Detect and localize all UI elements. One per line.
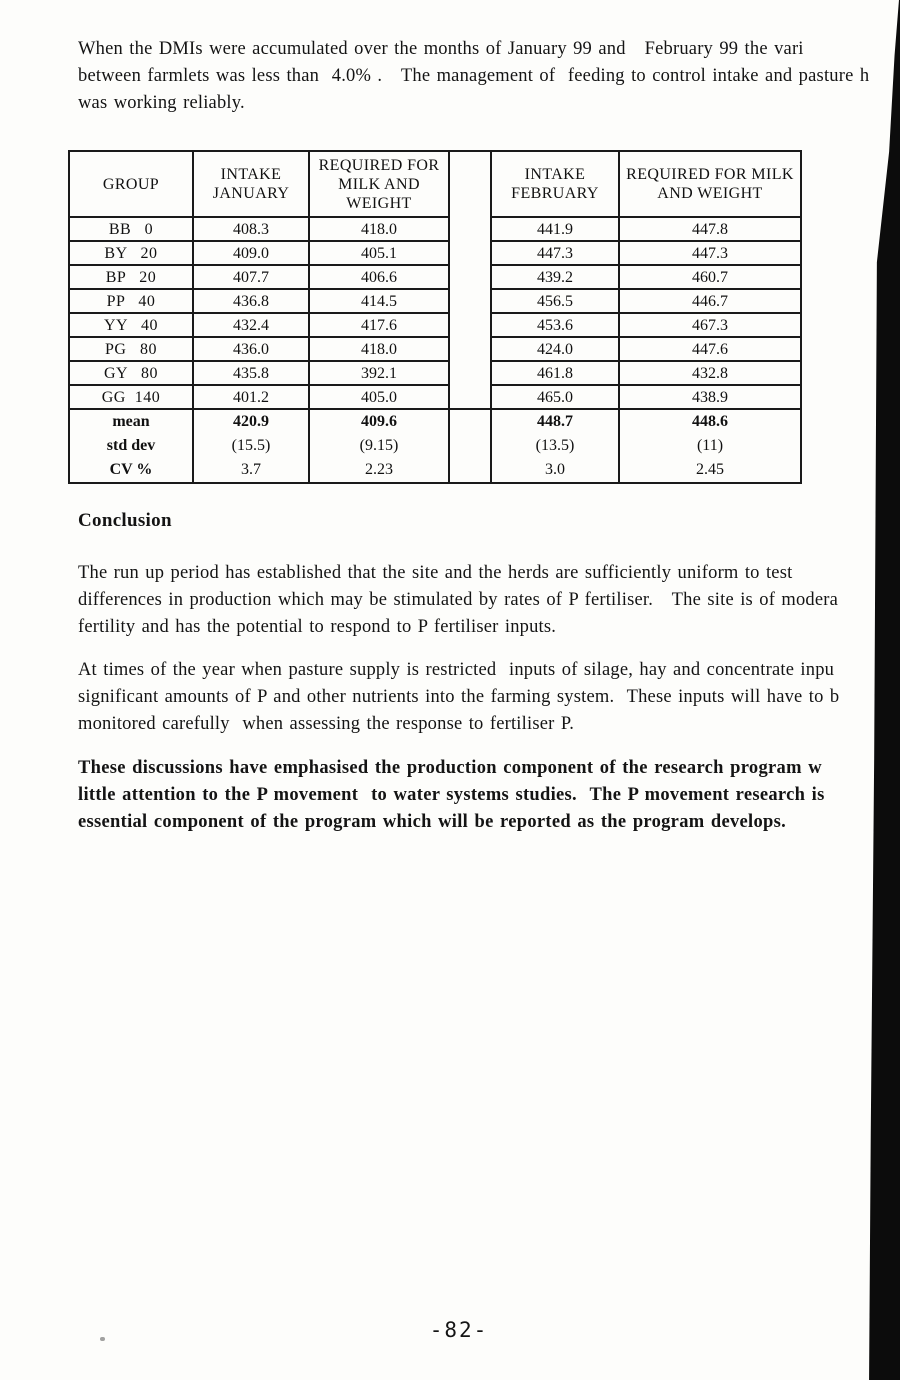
intake-feb-value: 465.0 (491, 385, 619, 409)
header-intake-february: INTAKE FEBRUARY (491, 151, 619, 217)
paragraph-line: essential component of the program which will be reported as the program develops. (78, 812, 787, 832)
summary-required-jan (309, 409, 449, 483)
gap-cell (449, 385, 491, 409)
required-feb-value: 467.3 (619, 313, 801, 337)
required-jan-value: 406.6 (309, 265, 449, 289)
cv-value: 3.0 (545, 461, 565, 478)
intake-jan-value: 408.3 (193, 217, 309, 241)
intake-feb-value: 424.0 (491, 337, 619, 361)
intro-line-1: When the DMIs were accumulated over the months of January 99 and February 99 the vari (78, 39, 804, 59)
gap-cell (449, 217, 491, 241)
intake-jan-value: 409.0 (193, 241, 309, 265)
stray-mark (100, 1337, 105, 1341)
group-label: GY 80 (69, 361, 193, 385)
cv-label: CV % (109, 461, 153, 478)
table-row (69, 289, 801, 313)
intake-feb-value: 439.2 (491, 265, 619, 289)
table-row (69, 265, 801, 289)
paragraph-line: differences in production which may be stimulated by rates of P fertiliser. The site is of modera (78, 590, 839, 610)
intro-line-2: between farmlets was less than 4.0% . The management of feeding to control intake and pasture h (78, 66, 870, 86)
intake-jan-value: 432.4 (193, 313, 309, 337)
dmi-comparison-table (68, 150, 802, 484)
gap-cell (449, 289, 491, 313)
required-jan-value: 418.0 (309, 337, 449, 361)
table-summary-row (69, 409, 801, 483)
cv-value: 2.23 (365, 461, 393, 478)
gap-cell (449, 361, 491, 385)
intake-feb-value: 453.6 (491, 313, 619, 337)
required-feb-value: 447.6 (619, 337, 801, 361)
summary-required-feb (619, 409, 801, 483)
gap-cell (449, 337, 491, 361)
required-jan-value: 414.5 (309, 289, 449, 313)
required-feb-value: 447.3 (619, 241, 801, 265)
paragraph-line: little attention to the P movement to water systems studies. The P movement research is (78, 785, 825, 805)
intake-jan-value: 436.0 (193, 337, 309, 361)
group-label: PG 80 (69, 337, 193, 361)
header-gap (449, 151, 491, 217)
mean-label: mean (112, 413, 150, 430)
table-row (69, 241, 801, 265)
table-header-row (69, 151, 801, 217)
paragraph-line: These discussions have emphasised the production component of the research program w (78, 758, 822, 778)
gap-cell (449, 265, 491, 289)
std-dev-value: (15.5) (231, 437, 271, 454)
header-required-january: REQUIRED FOR MILK AND WEIGHT (309, 151, 449, 217)
group-label: PP 40 (69, 289, 193, 313)
mean-value: 409.6 (361, 413, 397, 430)
std-dev-value: (11) (696, 437, 724, 454)
mean-value: 448.6 (692, 413, 728, 430)
paragraph-line: significant amounts of P and other nutrients into the farming system. These inputs will have to b (78, 687, 840, 707)
intake-jan-value: 401.2 (193, 385, 309, 409)
intake-feb-value: 447.3 (491, 241, 619, 265)
std-dev-value: (9.15) (359, 437, 399, 454)
intro-line-3: was working reliably. (78, 93, 245, 113)
conclusion-paragraph-1 (78, 560, 893, 641)
mean-value: 420.9 (233, 413, 269, 430)
mean-value: 448.7 (537, 413, 573, 430)
table-row (69, 313, 801, 337)
conclusion-heading: Conclusion (78, 510, 172, 531)
table-row (69, 337, 801, 361)
required-jan-value: 392.1 (309, 361, 449, 385)
intake-jan-value: 436.8 (193, 289, 309, 313)
gap-cell (449, 409, 491, 483)
header-intake-january: INTAKE JANUARY (193, 151, 309, 217)
group-label: YY 40 (69, 313, 193, 337)
paragraph-line: monitored carefully when assessing the response to fertiliser P. (78, 714, 575, 734)
std-dev-value: (13.5) (535, 437, 575, 454)
required-feb-value: 447.8 (619, 217, 801, 241)
intro-paragraph (78, 36, 893, 117)
summary-intake-feb (491, 409, 619, 483)
cv-value: 2.45 (696, 461, 724, 478)
required-feb-value: 460.7 (619, 265, 801, 289)
table-row (69, 385, 801, 409)
summary-labels (69, 409, 193, 483)
cv-value: 3.7 (241, 461, 261, 478)
gap-cell (449, 313, 491, 337)
std-dev-label: std dev (106, 437, 156, 454)
summary-intake-jan (193, 409, 309, 483)
required-jan-value: 405.0 (309, 385, 449, 409)
paragraph-line: The run up period has established that the site and the herds are sufficiently uniform to test (78, 563, 793, 583)
required-feb-value: 446.7 (619, 289, 801, 313)
paragraph-line: fertility and has the potential to respond to P fertiliser inputs. (78, 617, 557, 637)
intake-feb-value: 461.8 (491, 361, 619, 385)
intake-feb-value: 441.9 (491, 217, 619, 241)
intake-jan-value: 407.7 (193, 265, 309, 289)
gap-cell (449, 241, 491, 265)
group-label: BB 0 (69, 217, 193, 241)
conclusion-paragraph-2 (78, 657, 893, 738)
conclusion-paragraph-3 (78, 755, 893, 836)
required-jan-value: 417.6 (309, 313, 449, 337)
header-required-february: REQUIRED FOR MILK AND WEIGHT (619, 151, 801, 217)
required-jan-value: 405.1 (309, 241, 449, 265)
group-label: BY 20 (69, 241, 193, 265)
header-group: GROUP (69, 151, 193, 217)
page-number: -82- (429, 1318, 489, 1342)
intake-jan-value: 435.8 (193, 361, 309, 385)
table-row (69, 217, 801, 241)
table-row (69, 361, 801, 385)
paragraph-line: At times of the year when pasture supply is restricted inputs of silage, hay and concentrate inpu (78, 660, 835, 680)
intake-feb-value: 456.5 (491, 289, 619, 313)
required-feb-value: 438.9 (619, 385, 801, 409)
required-feb-value: 432.8 (619, 361, 801, 385)
group-label: GG 140 (69, 385, 193, 409)
required-jan-value: 418.0 (309, 217, 449, 241)
group-label: BP 20 (69, 265, 193, 289)
